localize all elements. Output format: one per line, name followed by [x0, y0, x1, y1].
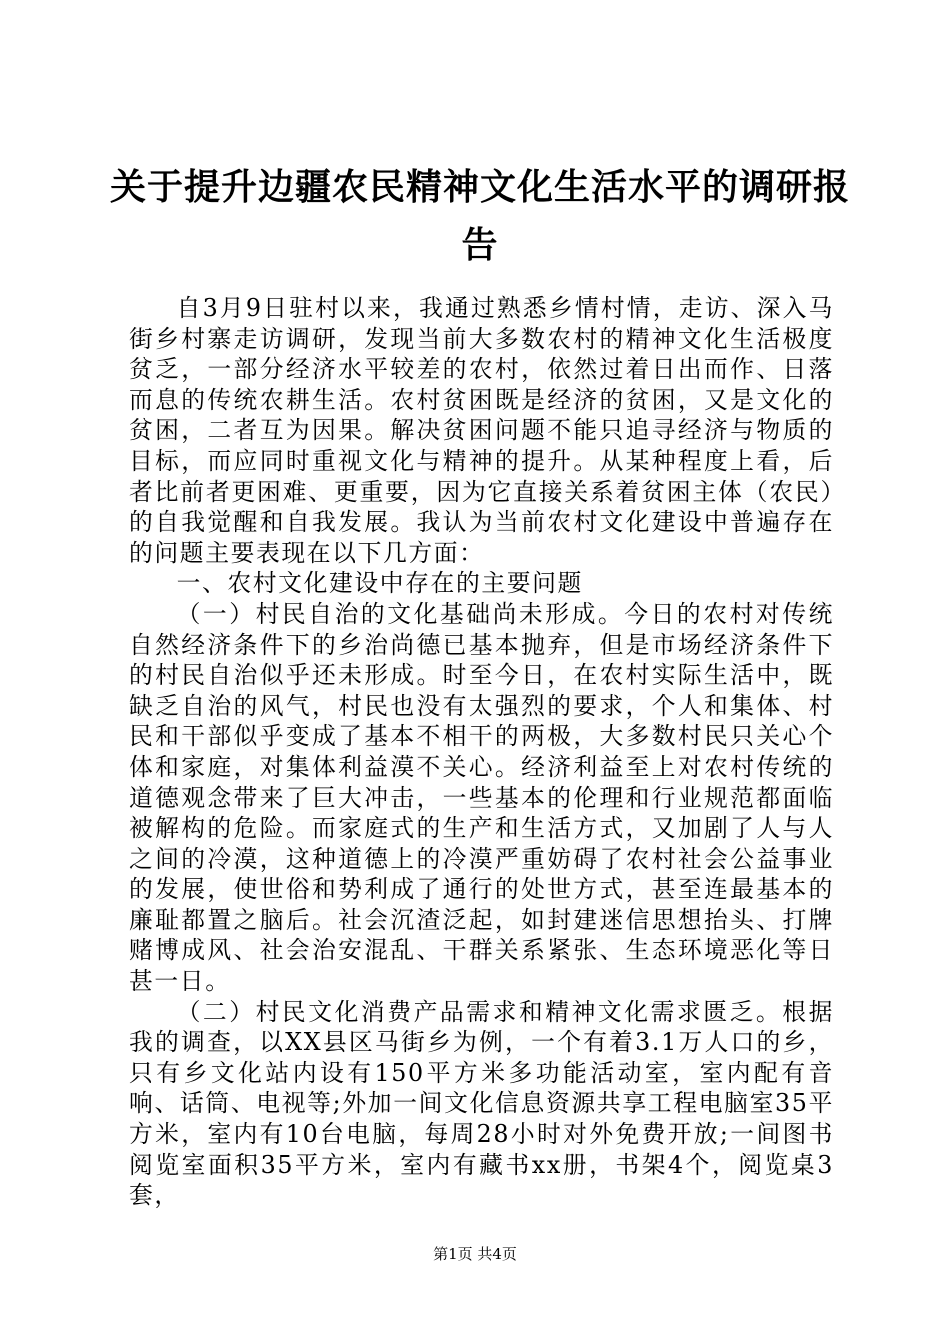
document-body [129, 293, 834, 1211]
intro-paragraph: 自3月9日驻村以来，我通过熟悉乡情村情，走访、深入马街乡村寨走访调研，发现当前大多数农村的精神文化生活极度贫乏，一部分经济水平较差的农村，依然过着日出而作、日落而息的传统农耕生活。农村贫困既是经济的贫困，又是文化的贫困，二者互为因果。解决贫困问题不能只追寻经济与物质的目标，而应同时重视文化与精神的提升。从某种程度上看，后者比前者更困难、更重要，因为它直接关系着贫困主体（农民）的自我觉醒和自我发展。我认为当前农村文化建设中普遍存在的问题主要表现在以下几方面： [129, 294, 834, 567]
subsection-paragraph-2: （二）村民文化消费产品需求和精神文化需求匮乏。根据我的调查，以XX县区马街乡为例，一个有着3.1万人口的乡，只有乡文化站内设有150平方米多功能活动室，室内配有音响、话筒、电视等;外加一间文化信息资源共享工程电脑室35平方米，室内有10台电脑，每周28小时对外免费开放;一间图书阅览室面积35平方米，室内有藏书xx册，书架4个，阅览桌3套， [129, 997, 834, 1210]
page-number-footer: 第1页 共4页 [433, 1245, 517, 1263]
subsection-paragraph-1: （一）村民自治的文化基础尚未形成。今日的农村对传统自然经济条件下的乡治尚德已基本抛弃，但是市场经济条件下的村民自治似乎还未形成。时至今日，在农村实际生活中，既缺乏自治的风气，村民也没有太强烈的要求，个人和集体、村民和干部似乎变成了基本不相干的两极，大多数村民只关心个体和家庭，对集体利益漠不关心。经济利益至上对农村传统的道德观念带来了巨大冲击，一些基本的伦理和行业规范都面临被解构的危险。而家庭式的生产和生活方式，又加剧了人与人之间的冷漠，这种道德上的冷漠严重妨碍了农村社会公益事业的发展，使世俗和势利成了通行的处世方式，甚至连最基本的廉耻都置之脑后。社会沉渣泛起，如封建迷信思想抬头、打牌赌博成风、社会治安混乱、干群关系紧张、生态环境恶化等日甚一日。 [129, 599, 834, 996]
section-heading: 一、农村文化建设中存在的主要问题 [176, 569, 583, 598]
document-title: 关于提升边疆农民精神文化生活水平的调研报告 [110, 166, 851, 266]
